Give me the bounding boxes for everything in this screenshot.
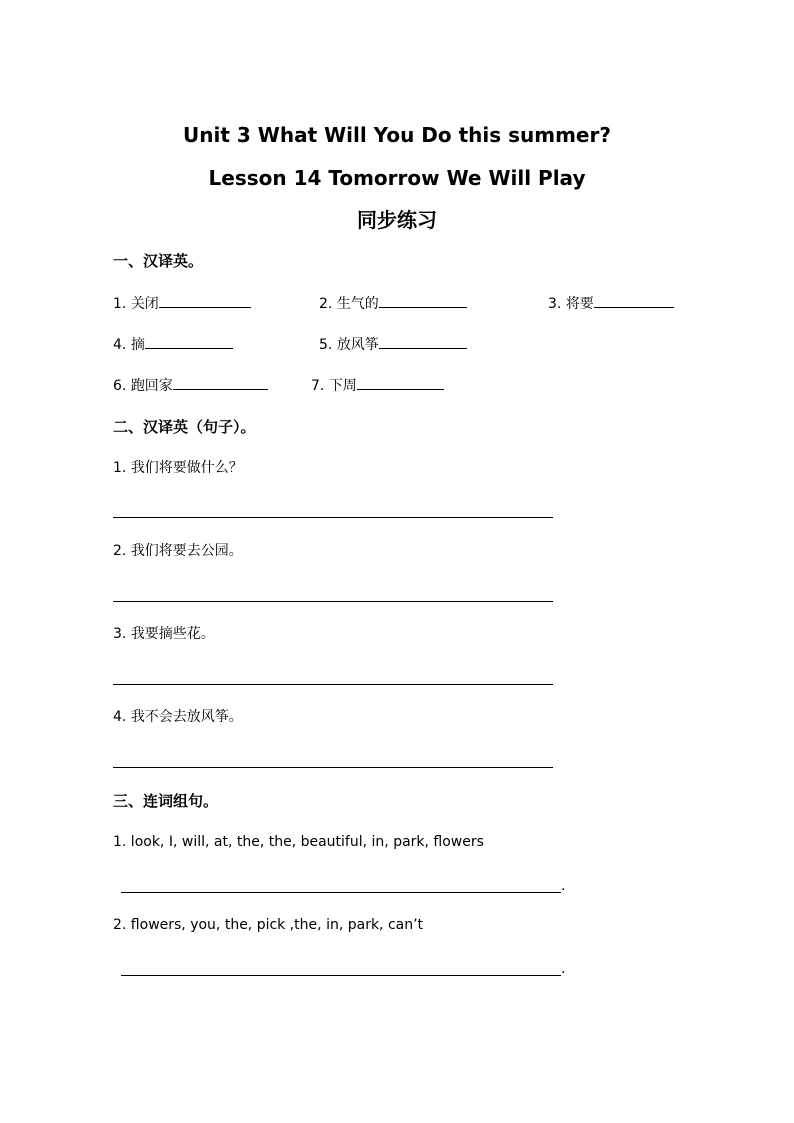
section-3-heading: 三、连词组句。	[113, 792, 219, 810]
s1-item-6-blank[interactable]	[173, 375, 268, 390]
s2-item-3-text: 我要摘些花。	[130, 626, 215, 642]
s3-item-1-period: .	[561, 878, 566, 894]
s1-item-2	[319, 293, 467, 314]
s1-item-3-num: 3.	[548, 296, 562, 312]
s1-item-6-text: 跑回家	[130, 378, 173, 394]
worksheet-subtitle: 同步练习	[357, 208, 437, 232]
s1-item-5-text: 放风筝	[336, 337, 379, 353]
s2-item-4	[113, 707, 243, 727]
s2-item-2	[113, 541, 243, 561]
section-1-heading: 一、汉译英。	[113, 252, 204, 270]
s1-item-7-text: 下周	[328, 378, 357, 394]
s2-item-3-num: 3.	[113, 626, 127, 642]
s2-item-2-text: 我们将要去公园。	[130, 543, 243, 559]
s3-item-2-period: .	[561, 961, 566, 977]
s1-item-5	[319, 334, 467, 355]
s2-item-2-answer-line[interactable]	[113, 601, 553, 602]
s1-item-1-num: 1.	[113, 296, 127, 312]
s1-item-7-num: 7.	[311, 378, 325, 394]
s3-item-2-answer-line[interactable]	[121, 975, 561, 976]
s1-item-3-text: 将要	[565, 296, 594, 312]
s2-item-2-num: 2.	[113, 543, 127, 559]
s1-item-2-blank[interactable]	[379, 293, 467, 308]
lesson-title: Lesson 14 Tomorrow We Will Play	[208, 166, 586, 190]
section-2-heading: 二、汉译英（句子）。	[113, 418, 256, 436]
s1-item-5-num: 5.	[319, 337, 333, 353]
s1-item-1-text: 关闭	[130, 296, 159, 312]
s1-item-7	[311, 375, 444, 396]
s3-item-1-words: 1. look, I, will, at, the, the, beautiful, in, park, flowers	[113, 834, 484, 850]
s2-item-3	[113, 624, 215, 644]
s2-item-4-num: 4.	[113, 709, 127, 725]
s1-item-2-text: 生气的	[336, 296, 379, 312]
unit-title: Unit 3 What Will You Do this summer?	[183, 123, 611, 147]
s1-item-1-blank[interactable]	[159, 293, 251, 308]
s1-item-4-text: 摘	[130, 337, 145, 353]
s1-item-3	[548, 293, 674, 314]
s3-item-2-words: 2. flowers, you, the, pick ,the, in, park, can’t	[113, 917, 424, 933]
s1-item-4-blank[interactable]	[145, 334, 233, 349]
s1-item-4-num: 4.	[113, 337, 127, 353]
s2-item-1-answer-line[interactable]	[113, 517, 553, 518]
s1-item-5-blank[interactable]	[379, 334, 467, 349]
s1-item-2-num: 2.	[319, 296, 333, 312]
s1-item-7-blank[interactable]	[357, 375, 444, 390]
s2-item-1-num: 1.	[113, 460, 127, 476]
s3-item-1-answer-line[interactable]	[121, 892, 561, 893]
s2-item-4-text: 我不会去放风筝。	[130, 709, 243, 725]
s1-item-6	[113, 375, 268, 396]
s1-item-3-blank[interactable]	[594, 293, 674, 308]
s1-item-1	[113, 293, 251, 314]
s2-item-4-answer-line[interactable]	[113, 767, 553, 768]
s1-item-6-num: 6.	[113, 378, 127, 394]
s2-item-3-answer-line[interactable]	[113, 684, 553, 685]
s2-item-1	[113, 458, 243, 478]
s1-item-4	[113, 334, 233, 355]
s2-item-1-text: 我们将要做什么？	[130, 460, 243, 476]
